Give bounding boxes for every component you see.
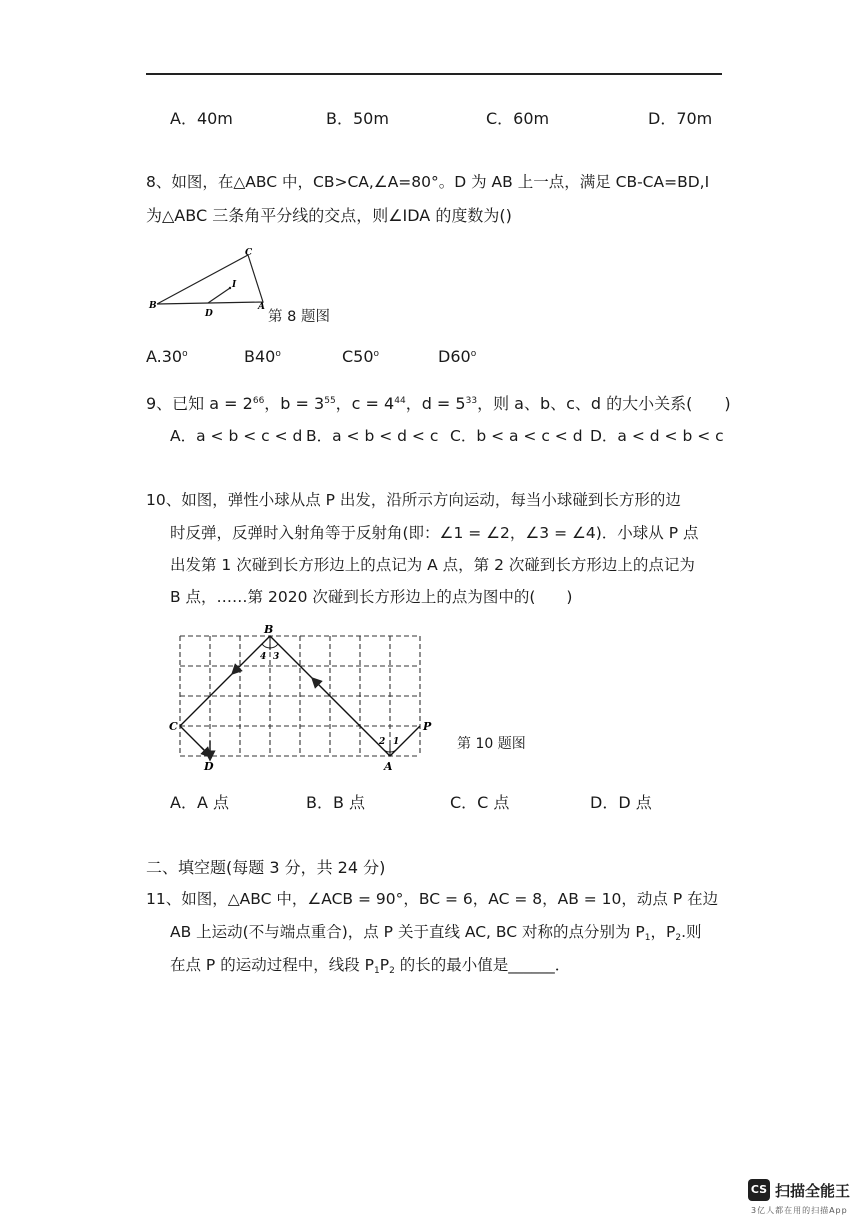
q11-stem-line2: AB 上运动(不与端点重合)，点 P 关于直线 AC, BC 对称的点分别为 $P_1$，$P_2$.则 — [170, 923, 702, 943]
q11-stem-line1: 11、如图，△ABC 中，∠ACB = 90°，BC = 6，AC = 8，AB = 10，动点 P 在边 — [146, 890, 719, 908]
section-heading: 二、填空题(每题 3 分，共 24 分) — [146, 858, 386, 877]
q10-stem-line2: 时反弹，反弹时入射角等于反射角(即：∠1 = ∠2，∠3 = ∠4)．小球从 P 点 — [170, 524, 699, 542]
scanner-logo-icon: CS — [748, 1179, 770, 1201]
q8-stem-line1: 8、如图，在△ABC 中，CB>CA,∠A=80°。D 为 AB 上一点，满足 CB-CA=BD,I — [146, 173, 710, 191]
q10-option-b: B．B 点 — [306, 793, 366, 812]
q10-label-d: D — [204, 760, 214, 773]
q8-figure — [145, 245, 270, 320]
q10-stem-line3: 出发第 1 次碰到长方形边上的点记为 A 点，第 2 次碰到长方形边上的点记为 — [170, 556, 695, 574]
q9-option-c: C．b < a < c < d — [450, 427, 583, 445]
q7-option-a: A．40m — [170, 109, 233, 128]
q10-stem-line1: 10、如图，弹性小球从点 P 出发，沿所示方向运动，每当小球碰到长方形的边 — [146, 491, 681, 509]
q7-option-b: B．50m — [326, 109, 389, 128]
q10-figure — [166, 622, 441, 777]
q8-option-a: A.30$^o$ — [146, 347, 188, 366]
q10-label-c: C — [169, 720, 178, 733]
q10-label-4: 4 — [260, 652, 267, 662]
q8-caption: 第 8 题图 — [268, 309, 330, 325]
q10-label-p: P — [423, 720, 432, 733]
q7-option-c: C．60m — [486, 109, 550, 128]
q10-stem-line4: B 点，……第 2020 次碰到长方形边上的点为图中的( ) — [170, 588, 573, 606]
q8-label-i: I — [232, 280, 237, 290]
q8-label-c: C — [245, 248, 253, 258]
q7-option-d: D．70m — [648, 109, 713, 128]
q10-option-d: D．D 点 — [590, 793, 652, 812]
q8-label-d: D — [205, 309, 213, 319]
q8-option-b: B40$^o$ — [244, 347, 281, 366]
top-rule — [146, 73, 722, 75]
q10-label-2: 2 — [379, 737, 386, 747]
q8-point-i — [229, 287, 231, 289]
q10-caption: 第 10 题图 — [457, 736, 526, 752]
q9-stem: 9、已知 $a = 2^{66}$，$b = 3^{55}$，$c = 4^{44}$，$d = 5^{33}$，则 a、b、c、d 的大小关系( ) — [146, 394, 731, 413]
q9-option-a: A．a < b < c < d — [170, 427, 303, 445]
scanner-tagline: 3亿人都在用的扫描App — [751, 1206, 848, 1215]
q8-stem-line2: 为△ABC 三条角平分线的交点，则∠IDA 的度数为() — [146, 206, 512, 225]
q10-label-1: 1 — [393, 737, 400, 747]
q10-option-c: C．C 点 — [450, 793, 510, 812]
q8-segment-di — [208, 288, 230, 303]
q8-label-b: B — [149, 301, 157, 311]
q8-triangle — [157, 255, 263, 304]
q11-stem-line3: 在点 P 的运动过程中，线段 $P_1P_2$ 的长的最小值是______． — [170, 956, 571, 976]
q8-label-a: A — [258, 302, 265, 312]
q10-option-a: A．A 点 — [170, 793, 229, 812]
q8-option-d: D60$^o$ — [438, 347, 477, 366]
q9-option-d: D．a < d < b < c — [590, 427, 724, 445]
q9-option-b: B．a < b < d < c — [306, 427, 439, 445]
q8-option-c: C50$^o$ — [342, 347, 380, 366]
scanner-app-name: 扫描全能王 — [775, 1182, 851, 1200]
q10-label-a: A — [384, 760, 393, 773]
q10-label-3: 3 — [273, 652, 280, 662]
q10-label-b: B — [264, 623, 274, 636]
